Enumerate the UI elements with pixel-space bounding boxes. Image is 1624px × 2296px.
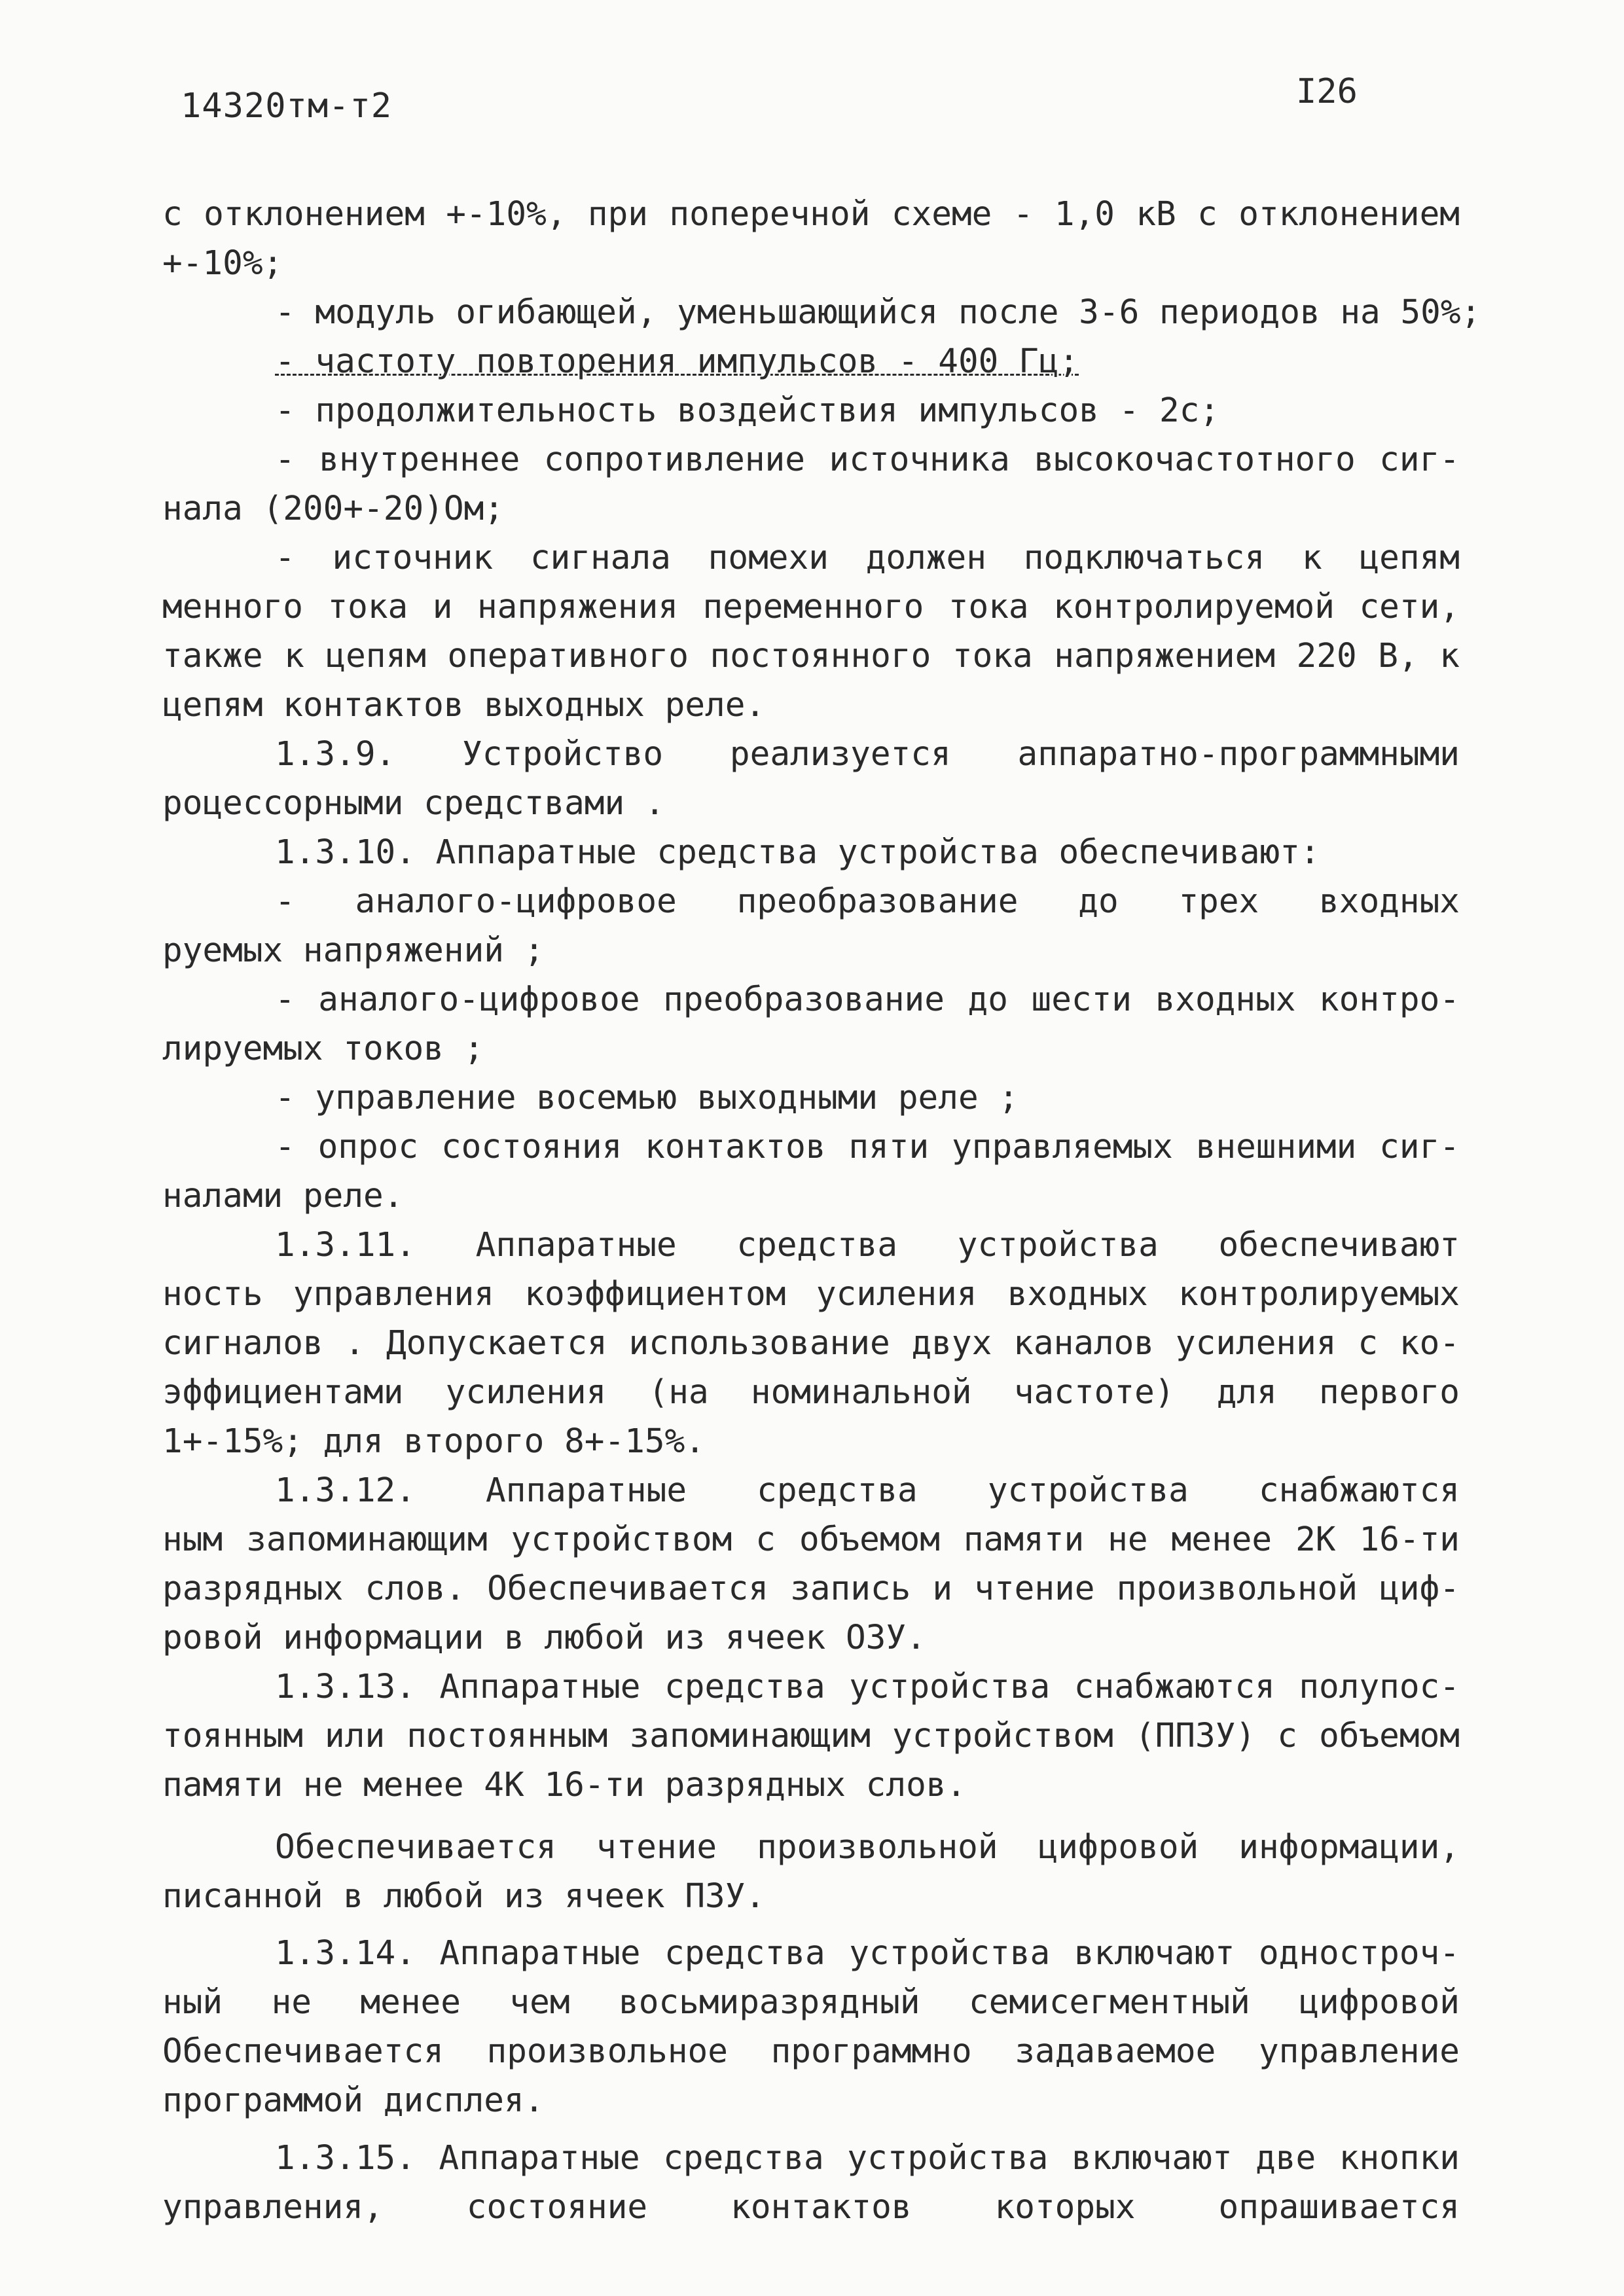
text-line: нала (200+-20)Ом; — [162, 490, 504, 528]
text-line: ным запоминающим устройством с объемом памяти не менее 2К 16-ти — [162, 1520, 1460, 1559]
text-line: налами реле. — [162, 1177, 404, 1215]
text-line: 1.3.12. Аппаратные средства устройства снабжаются — [275, 1471, 1460, 1510]
text-line: эффициентами усиления (на номинальной частоте) для первого — [162, 1373, 1460, 1412]
text-line: памяти не менее 4К 16-ти разрядных слов. — [162, 1766, 967, 1804]
text-line: руемых напряжений ; — [162, 931, 545, 970]
text-line: +-10%; — [162, 244, 283, 283]
text-line: - модуль огибающей, уменьшающийся после 3-6 периодов на 50%; — [275, 293, 1481, 332]
text-line: роцессорными средствами . — [162, 784, 665, 823]
text-line: разрядных слов. Обеспечивается запись и чтение произвольной циф- — [162, 1570, 1460, 1608]
text-line: также к цепям оперативного постоянного тока напряжением 220 В, к — [162, 637, 1460, 675]
text-line: цепям контактов выходных реле. — [162, 686, 766, 725]
text-line: лируемых токов ; — [162, 1030, 484, 1068]
text-line: - аналого-цифровое преобразование до трех входных — [275, 882, 1460, 921]
text-line: - источник сигнала помехи должен подключаться к цепям — [275, 539, 1460, 577]
text-line: ность управления коэффициентом усиления входных контролируемых — [162, 1275, 1460, 1314]
text-line: - внутреннее сопротивление источника высокочастотного сиг- — [275, 440, 1460, 479]
text-line: 1+-15%; для второго 8+-15%. — [162, 1422, 706, 1461]
text-line: 1.3.14. Аппаратные средства устройства включают одностроч- — [275, 1934, 1460, 1973]
document-code: 14320тм-т2 — [181, 86, 393, 126]
text-line: - аналого-цифровое преобразование до шести входных контро- — [275, 980, 1460, 1019]
text-line: Обеспечивается чтение произвольной цифровой информации, — [275, 1828, 1460, 1867]
text-line: - управление восемью выходными реле ; — [275, 1079, 1019, 1117]
text-line: сигналов . Допускается использование двух каналов усиления с ко- — [162, 1324, 1460, 1363]
text-line: с отклонением +-10%, при поперечной схеме - 1,0 кВ с отклонением — [162, 195, 1460, 234]
text-line: - частоту повторения импульсов - 400 Гц; — [275, 342, 1079, 381]
text-line: 1.3.9. Устройство реализуется аппаратно-программными — [275, 735, 1460, 774]
text-line: программой дисплея. — [162, 2081, 545, 2120]
text-line: 1.3.15. Аппаратные средства устройства включают две кнопки — [275, 2139, 1460, 2178]
text-line: - опрос состояния контактов пяти управляемых внешними сиг- — [275, 1128, 1460, 1166]
text-line: писанной в любой из ячеек ПЗУ. — [162, 1877, 766, 1916]
page-number: I26 — [1296, 72, 1358, 111]
text-line: Обеспечивается произвольное программно задаваемое управление — [162, 2032, 1460, 2071]
text-line: управления, состояние контактов которых опрашивается — [162, 2188, 1460, 2227]
text-line: ный не менее чем восьмиразрядный семисегментный цифровой — [162, 1983, 1460, 2022]
text-line: - продолжительность воздействия импульсов - 2с; — [275, 391, 1220, 430]
text-line: ровой информации в любой из ячеек ОЗУ. — [162, 1619, 926, 1657]
text-line: тоянным или постоянным запоминающим устройством (ППЗУ) с объемом — [162, 1717, 1460, 1755]
text-line: 1.3.10. Аппаратные средства устройства обеспечивают: — [275, 833, 1320, 872]
text-line: 1.3.13. Аппаратные средства устройства снабжаются полупос- — [275, 1668, 1460, 1706]
text-line: 1.3.11. Аппаратные средства устройства обеспечивают — [275, 1226, 1460, 1265]
text-line: менного тока и напряжения переменного тока контролируемой сети, — [162, 588, 1460, 626]
